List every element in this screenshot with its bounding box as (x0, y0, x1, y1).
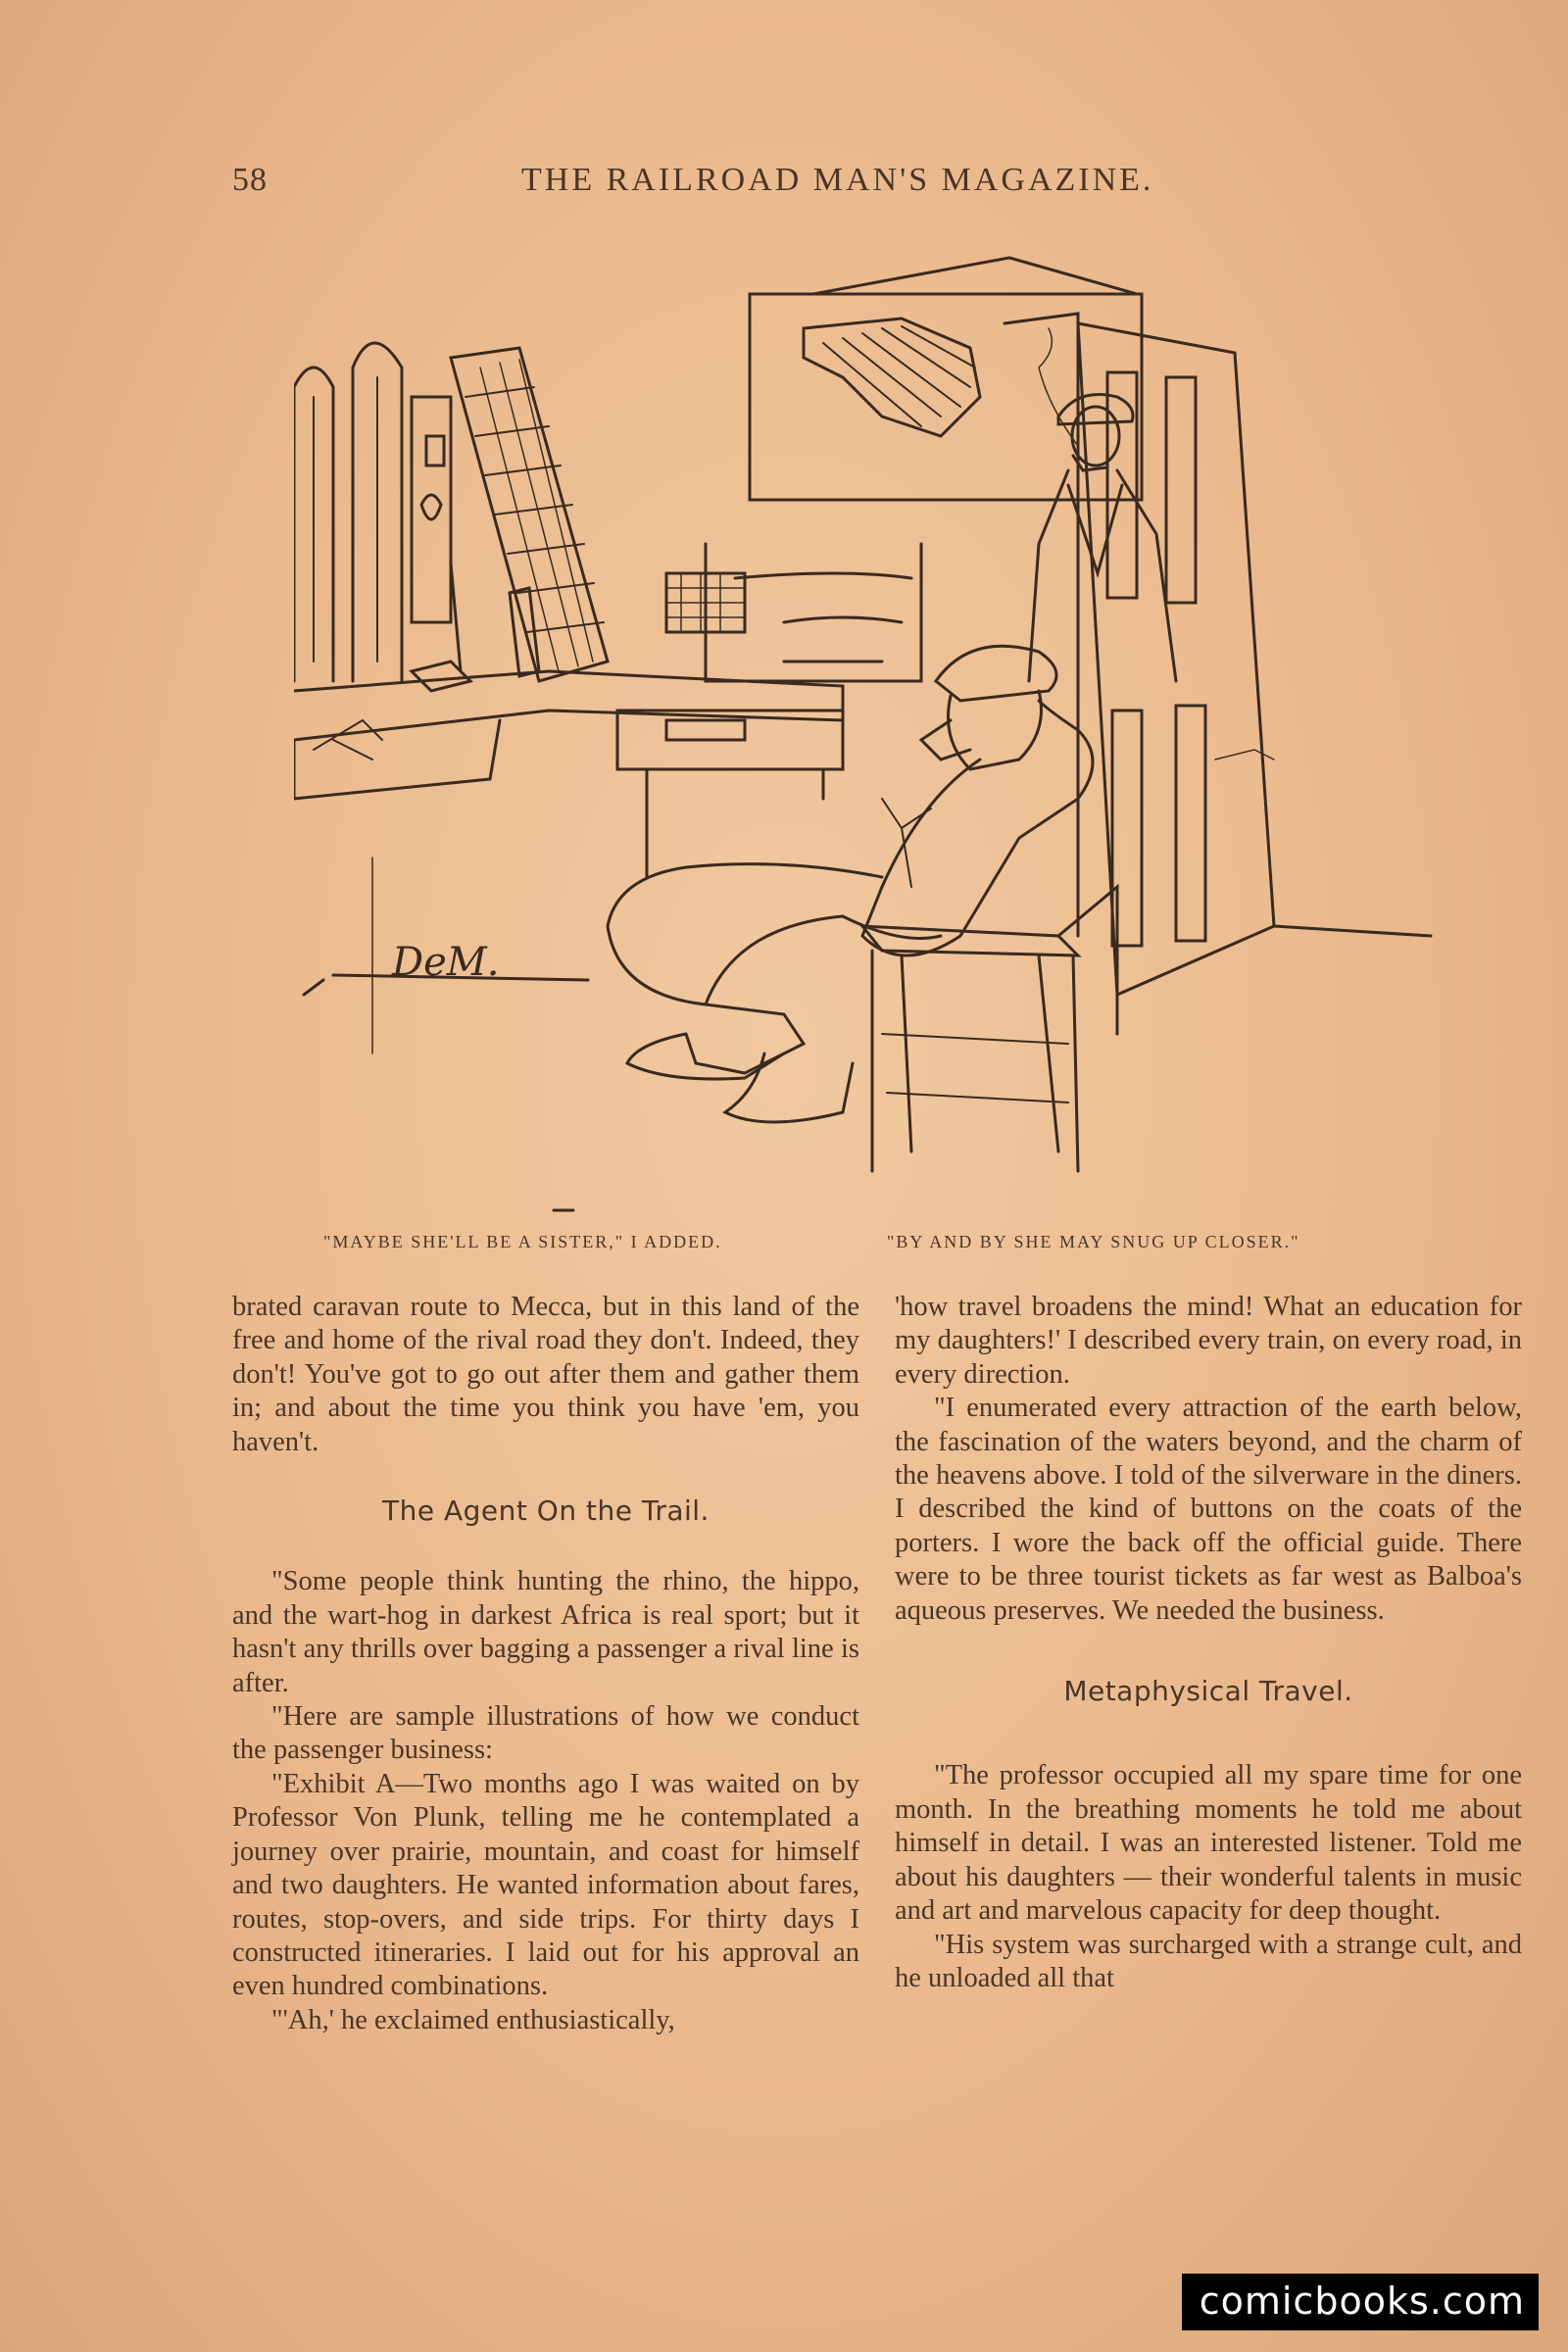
page-number: 58 (232, 162, 268, 198)
artist-signature: DeM. (392, 940, 500, 985)
paragraph: brated caravan route to Mecca, but in this land of the free and home of the rival road they don't. Indeed, they don't! You've got to go out after them and gather them in; and about the time you think you have 'em, you haven't. (232, 1292, 859, 1457)
running-title: THE RAILROAD MAN'S MAGAZINE. (521, 162, 1154, 198)
left-column (232, 1291, 859, 2037)
paragraph: "I enumerated every attraction of the earth below, the fascination of the waters beyond, and the charm of the heavens above. I told of the silverware in the diners. I described the kind of buttons on the coats of the porters. I wore the back off the official guide. There were to be three tourist tickets as far west as Balboa's aqueous preserves. We needed the business. (895, 1393, 1522, 1626)
paragraph: "'Ah,' he exclaimed enthusiastically, (271, 2004, 675, 2035)
ticket-office-sketch-icon (294, 250, 1441, 1220)
caption-left: "MAYBE SHE'LL BE A SISTER," I ADDED. (323, 1232, 722, 1251)
section-heading: Metaphysical Travel. (1063, 1675, 1353, 1708)
back-window (706, 544, 921, 681)
watermark-logo: comicbooks.com (1182, 2274, 1539, 2330)
section-heading: The Agent On the Trail. (382, 1494, 710, 1528)
wall-map (750, 258, 1142, 500)
paragraph: 'how travel broadens the mind! What an education for my daughters!' I described every train, on every road, in every direction. (895, 1292, 1522, 1390)
floor-lines (304, 858, 588, 1210)
open-door (1004, 314, 1431, 995)
illustration-ticket-office (294, 250, 1441, 1220)
caption-right: "BY AND BY SHE MAY SNUG UP CLOSER." (887, 1232, 1300, 1251)
wall-shelf-items (412, 397, 461, 671)
paragraph: "The professor occupied all my spare time for one month. In the breathing moments he told me about himself in detail. I was an interested listener. Told me about his daughters — their wonderful talents in music and art and marvelous capacity for deep thought. (895, 1760, 1522, 1927)
right-column (895, 1291, 1522, 1995)
ticket-case (451, 348, 608, 681)
page-header (232, 162, 1232, 211)
paragraph: "Some people think hunting the rhino, the hippo, and the wart-hog in darkest Africa is real sport; but it hasn't any thrills over bagging a passenger a rival line is after. (232, 1566, 859, 1698)
seated-man (608, 646, 1093, 1122)
man-in-doorway (1029, 328, 1176, 681)
paragraph: "Here are sample illustrations of how we conduct the passenger business: (232, 1701, 859, 1766)
arched-window (294, 343, 402, 681)
paragraph: "His system was surcharged with a strange cult, and he unloaded all that (895, 1929, 1522, 1993)
paragraph: "Exhibit A—Two months ago I was waited on by Professor Von Plunk, telling me he contemplated a journey over prairie, mountain, and coast for himself and two daughters. He wanted information about fares, routes, stop-overs, and side trips. For thirty days I constructed itineraries. I laid out for his approval an even hundred combinations. (232, 1768, 859, 2002)
